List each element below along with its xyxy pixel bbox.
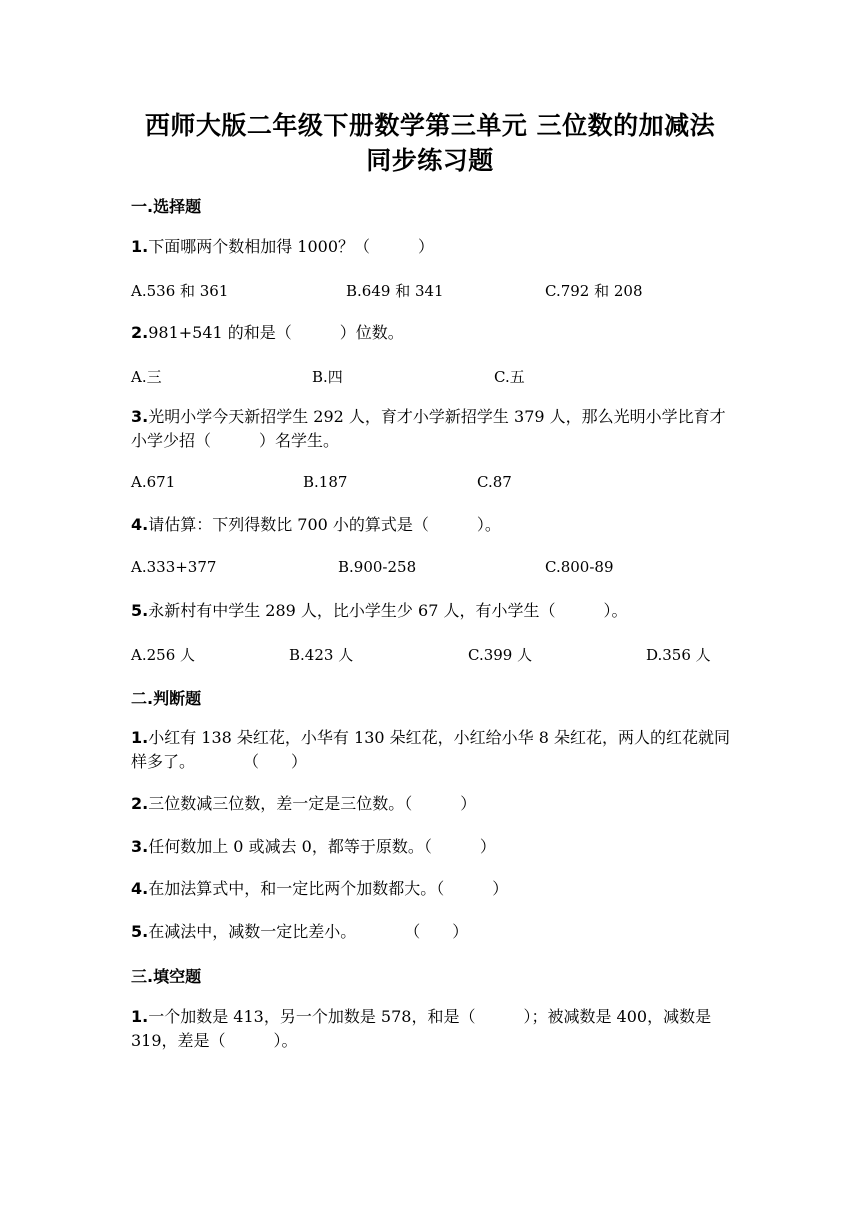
section-heading-judgement: 二.判断题 [131, 689, 202, 708]
question-number: 1. [131, 1007, 149, 1026]
option-c: C.87 [477, 473, 512, 491]
option-b: B.187 [303, 473, 348, 491]
title-line-1: 西师大版二年级下册数学第三单元 三位数的加减法 [144, 111, 716, 140]
question-number: 2. [131, 323, 149, 342]
question-text: 小红有 138 朵红花，小华有 130 朵红花，小红给小华 8 朵红花，两人的红花就同样多了。 （ ） [131, 728, 730, 771]
fill-blank-1 [131, 1005, 731, 1053]
option-a: A.671 [131, 473, 176, 491]
question-number: 4. [131, 515, 149, 534]
question-text: 永新村有中学生 289 人，比小学生少 67 人，有小学生（ ）。 [148, 601, 628, 620]
question-number: 5. [131, 922, 149, 941]
option-b: B.423 人 [289, 646, 354, 664]
question-text: 光明小学今天新招学生 292 人，育才小学新招学生 379 人，那么光明小学比育才小学少招（ ）名学生。 [131, 407, 726, 450]
question-text: 一个加数是 413，另一个加数是 578，和是（ ）；被减数是 400，减数是 319，差是（ ）。 [131, 1007, 712, 1050]
option-b: B.649 和 341 [346, 282, 444, 300]
question-text: 三位数减三位数，差一定是三位数。（ ） [148, 794, 477, 813]
option-a: A.三 [131, 368, 162, 386]
option-c: C.792 和 208 [545, 282, 643, 300]
option-b: B.四 [312, 368, 343, 386]
judgement-1 [131, 726, 731, 774]
question-3 [131, 405, 731, 453]
question-number: 2. [131, 794, 149, 813]
option-c: C.399 人 [468, 646, 533, 664]
option-a: A.256 人 [131, 646, 195, 664]
question-text: 请估算：下列得数比 700 小的算式是（ ）。 [148, 515, 501, 534]
judgement-4 [131, 877, 731, 901]
question-text: 任何数加上 0 或减去 0，都等于原数。（ ） [148, 837, 496, 856]
question-1 [131, 235, 731, 259]
question-number: 3. [131, 407, 149, 426]
option-a: A.333+377 [131, 558, 217, 576]
option-c: C.五 [494, 368, 525, 386]
question-number: 5. [131, 601, 149, 620]
question-number: 3. [131, 837, 149, 856]
question-number: 4. [131, 879, 149, 898]
judgement-2 [131, 792, 731, 816]
question-5 [131, 599, 731, 623]
question-text: 下面哪两个数相加得 1000？（ ） [148, 237, 435, 256]
option-d: D.356 人 [646, 646, 711, 664]
question-text: 在加法算式中，和一定比两个加数都大。（ ） [148, 879, 509, 898]
question-number: 1. [131, 237, 149, 256]
question-text: 981+541 的和是（ ）位数。 [148, 323, 404, 342]
judgement-5 [131, 920, 731, 944]
question-number: 1. [131, 728, 149, 747]
section-heading-fill-blank: 三.填空题 [131, 967, 202, 986]
question-4 [131, 513, 731, 537]
title-line-2: 同步练习题 [366, 146, 494, 175]
option-b: B.900-258 [338, 558, 417, 576]
judgement-3 [131, 835, 731, 859]
question-2 [131, 321, 731, 345]
section-heading-choice: 一.选择题 [131, 197, 202, 216]
question-text: 在减法中，减数一定比差小。 （ ） [148, 922, 469, 941]
option-c: C.800-89 [545, 558, 614, 576]
option-a: A.536 和 361 [131, 282, 229, 300]
